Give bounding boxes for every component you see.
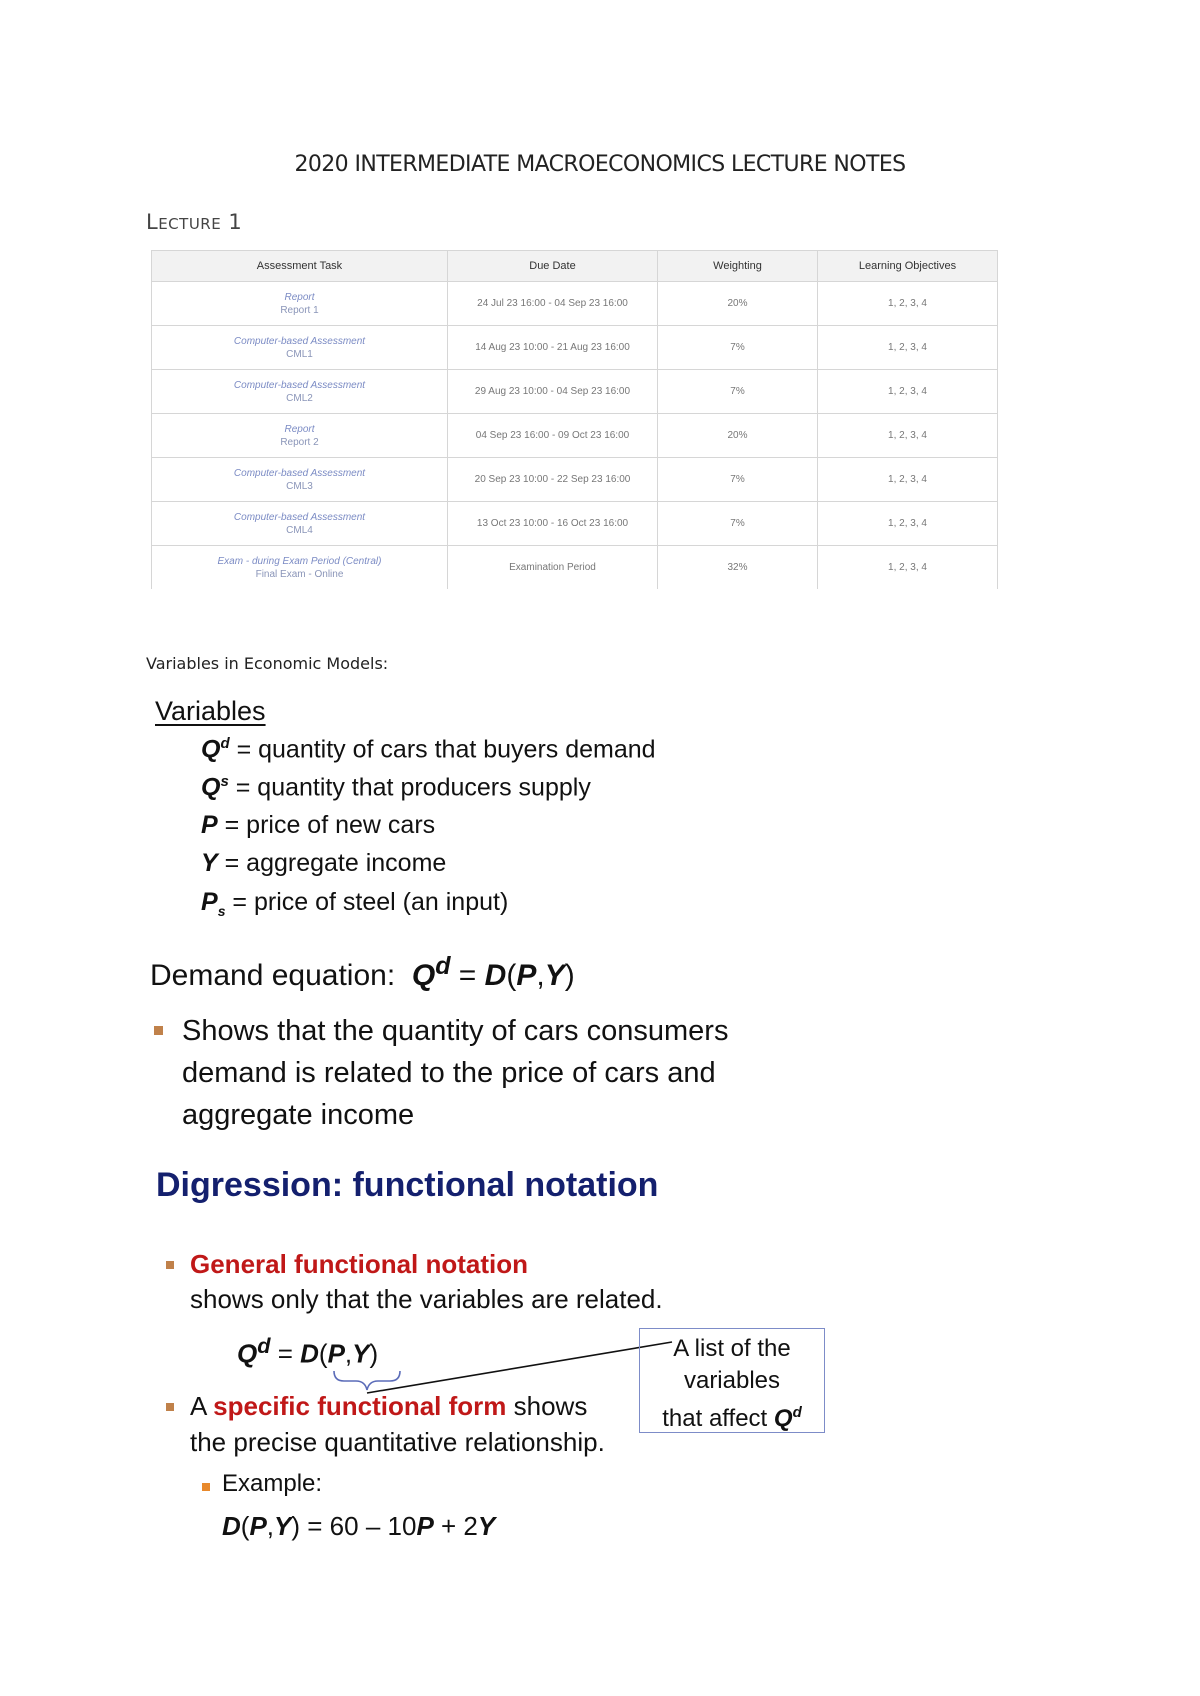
variable-item: P = price of new cars — [201, 811, 436, 839]
brace-icon — [334, 1371, 400, 1390]
task-category: Computer-based Assessment — [233, 511, 366, 523]
general-notation-text: shows only that the variables are related. — [190, 1284, 663, 1314]
objectives-cell: 1, 2, 3, 4 — [818, 282, 998, 326]
demand-bullet-text: Shows that the quantity of cars consumers demand is related to the price of cars and aggregate income — [182, 1015, 729, 1131]
specific-form-text: the precise quantitative relationship. — [190, 1427, 605, 1457]
variable-item: Y = aggregate income — [201, 849, 447, 877]
example-equation: D(P,Y) = 60 – 10P + 2Y — [222, 1511, 496, 1541]
due-date-cell: 20 Sep 23 10:00 - 22 Sep 23 16:00 — [448, 458, 658, 502]
weighting-cell: 20% — [658, 282, 818, 326]
general-notation-title: General functional notation — [190, 1249, 529, 1279]
specific-form-line: A specific functional form shows — [190, 1391, 588, 1421]
variable-item: $Q^d$ = quantity of cars that buyers demand — [201, 735, 656, 764]
due-date-cell: 14 Aug 23 10:00 - 21 Aug 23 16:00 — [448, 326, 658, 370]
due-date-cell: Examination Period — [448, 546, 658, 590]
objectives-cell: 1, 2, 3, 4 — [818, 458, 998, 502]
column-header: Learning Objectives — [818, 251, 998, 282]
task-category: Report — [284, 423, 315, 435]
variable-item: $Q^s$ = quantity that producers supply — [201, 773, 591, 802]
objectives-cell: 1, 2, 3, 4 — [818, 414, 998, 458]
weighting-cell: 20% — [658, 414, 818, 458]
variable-item: $P_s$ = price of steel (an input) — [201, 888, 509, 919]
digression-heading: Digression: functional notation — [156, 1166, 659, 1204]
column-header: Due Date — [448, 251, 658, 282]
variables-callout: A list of the variables that affect Q$^d$ — [639, 1328, 825, 1433]
demand-equation: Demand equation: Q$^d$ = D(P,Y) — [150, 952, 575, 992]
objectives-cell: 1, 2, 3, 4 — [818, 546, 998, 590]
weighting-cell: 32% — [658, 546, 818, 590]
weighting-cell: 7% — [658, 458, 818, 502]
task-name: CML3 — [286, 480, 313, 492]
weighting-cell: 7% — [658, 502, 818, 546]
due-date-cell: 24 Jul 23 16:00 - 04 Sep 23 16:00 — [448, 282, 658, 326]
due-date-cell: 13 Oct 23 10:00 - 16 Oct 23 16:00 — [448, 502, 658, 546]
objectives-cell: 1, 2, 3, 4 — [818, 370, 998, 414]
task-name: Report 2 — [280, 436, 319, 448]
weighting-cell: 7% — [658, 326, 818, 370]
document-title: 2020 INTERMEDIATE MACROECONOMICS LECTURE NOTES — [294, 152, 906, 177]
bullet-square-icon — [166, 1403, 174, 1411]
column-header: Weighting — [658, 251, 818, 282]
section-label: Variables in Economic Models: — [146, 654, 389, 673]
due-date-cell: 29 Aug 23 10:00 - 04 Sep 23 16:00 — [448, 370, 658, 414]
task-category: Computer-based Assessment — [233, 335, 366, 347]
general-equation: Q$^d$ = D(P,Y) — [237, 1333, 379, 1369]
task-name: CML1 — [286, 348, 313, 360]
task-category: Report — [284, 291, 315, 303]
due-date-cell: 04 Sep 23 16:00 - 09 Oct 23 16:00 — [448, 414, 658, 458]
task-name: Final Exam - Online — [255, 568, 344, 580]
objectives-cell: 1, 2, 3, 4 — [818, 502, 998, 546]
bullet-square-icon — [202, 1483, 210, 1491]
task-category: Computer-based Assessment — [233, 467, 366, 479]
task-name: CML4 — [286, 524, 313, 536]
task-name: Report 1 — [280, 304, 319, 316]
lecture-heading: Lecture 1 — [146, 210, 243, 234]
task-category: Exam - during Exam Period (Central) — [217, 555, 382, 567]
objectives-cell: 1, 2, 3, 4 — [818, 326, 998, 370]
weighting-cell: 7% — [658, 370, 818, 414]
variables-heading: Variables — [155, 696, 266, 726]
column-header: Assessment Task — [152, 251, 448, 282]
task-category: Computer-based Assessment — [233, 379, 366, 391]
task-name: CML2 — [286, 392, 313, 404]
example-label: Example: — [222, 1470, 323, 1497]
